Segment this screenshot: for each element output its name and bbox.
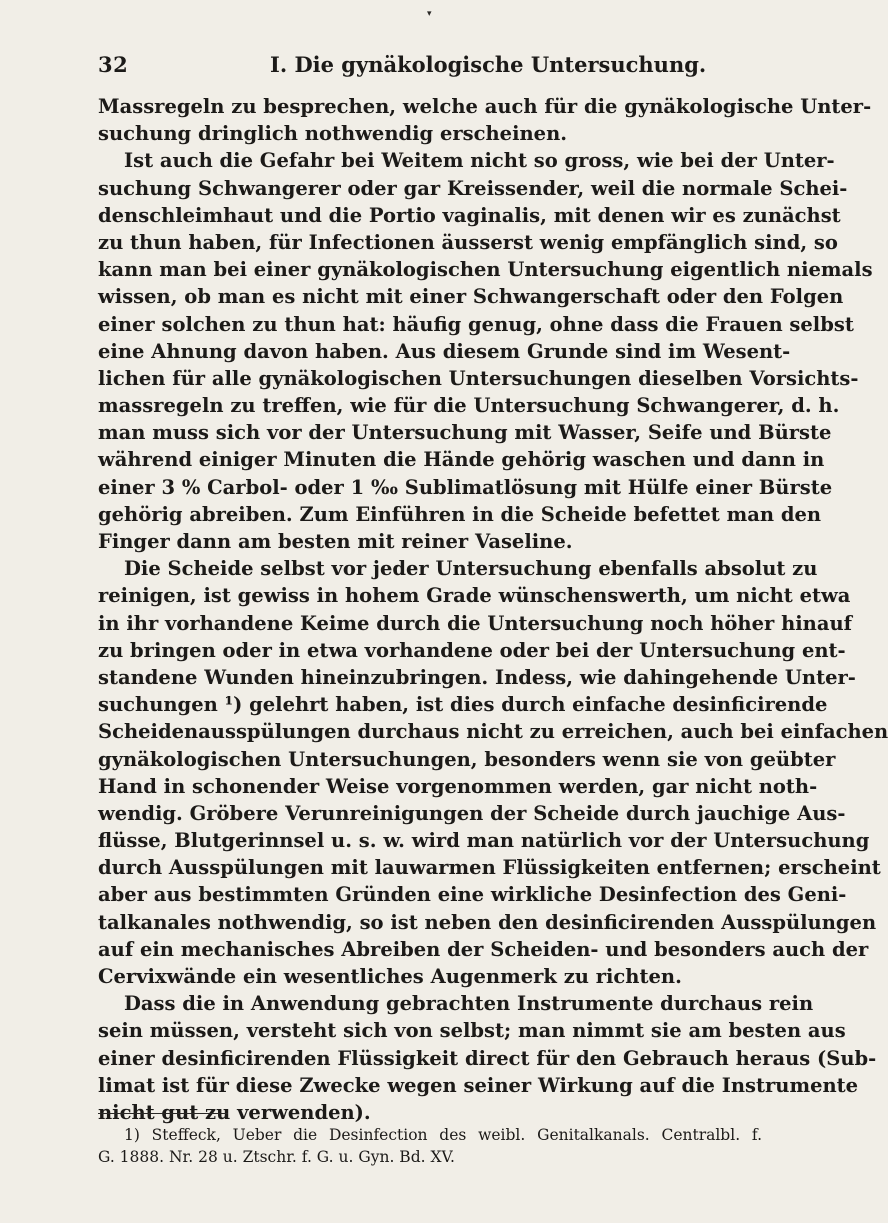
text-line: kann man bei einer gynäkologischen Untersuchung eigentlich niemals [98, 258, 873, 282]
text-line: flüsse, Blutgerinnsel u. s. w. wird man natürlich vor der Untersuchung [98, 829, 870, 853]
text-line: talkanales nothwendig, so ist neben den desinficirenden Ausspülungen [98, 910, 877, 934]
text-line: nicht gut zu verwenden). [98, 1100, 371, 1124]
text-line: Dass die in Anwendung gebrachten Instrumente durchaus rein [124, 992, 814, 1016]
text-line: gehörig abreiben. Zum Einführen in die Scheide befettet man den [98, 502, 822, 526]
text-line: denschleimhaut und die Portio vaginalis, mit denen wir es zunächst [98, 203, 841, 227]
text-line: während einiger Minuten die Hände gehörig waschen und dann in [98, 448, 825, 472]
footnotes [98, 1124, 762, 1168]
text-line: suchung dringlich nothwendig erscheinen. [98, 122, 568, 146]
text-line: Cervixwände ein wesentliches Augenmerk zu richten. [98, 965, 682, 988]
text-line: zu thun haben, für Infectionen äusserst wenig empfänglich sind, so [98, 230, 838, 254]
text-line: Die Scheide selbst vor jeder Untersuchung ebenfalls absolut zu [124, 557, 818, 581]
text-line: suchung Schwangerer oder gar Kreissender, weil die normale Schei- [98, 176, 848, 200]
text-line: zu bringen oder in etwa vorhandene oder bei der Untersuchung ent- [98, 638, 846, 662]
text-line: wendig. Gröbere Verunreinigungen der Scheide durch jauchige Aus- [98, 801, 846, 825]
text-line: Scheidenausspülungen durchaus nicht zu erreichen, auch bei einfachen [98, 720, 888, 744]
text-line: Hand in schonender Weise vorgenommen werden, gar nicht noth- [98, 774, 818, 798]
text-line: limat ist für diese Zwecke wegen seiner Wirkung auf die Instrumente [98, 1073, 859, 1097]
text-line: einer 3 % Carbol- oder 1 ‰ Sublimatlösung mit Hülfe einer Bürste [98, 475, 833, 499]
page-number: 32 [98, 52, 129, 77]
text-line: sein müssen, versteht sich von selbst; man nimmt sie am besten aus [98, 1019, 846, 1043]
text-line: Finger dann am besten mit reiner Vaseline. [98, 530, 573, 553]
footnote-line: 1) Steffeck, Ueber die Desinfection des weibl. Genitalkanals. Centralbl. f. [124, 1126, 762, 1144]
text-line: gynäkologischen Untersuchungen, besonders wenn sie von geübter [98, 747, 836, 771]
footnote-divider [98, 1113, 228, 1114]
text-line: einer solchen zu thun hat: häufig genug, ohne dass die Frauen selbst [98, 312, 854, 336]
text-line: Massregeln zu besprechen, welche auch für die gynäkologische Unter- [98, 95, 872, 118]
text-line: reinigen, ist gewiss in hohem Grade wünschenswerth, um nicht etwa [98, 584, 851, 608]
text-line: aber aus bestimmten Gründen eine wirkliche Desinfection des Geni- [98, 883, 847, 907]
running-head [98, 52, 762, 82]
body-text [98, 93, 888, 1126]
text-line: auf ein mechanisches Abreiben der Scheiden- und besonders auch der [98, 937, 869, 961]
text-line: eine Ahnung davon haben. Aus diesem Grunde sind im Wesent- [98, 339, 791, 363]
text-line: einer desinficirenden Flüssigkeit direct für den Gebrauch heraus (Sub- [98, 1046, 877, 1070]
text-line: durch Ausspülungen mit lauwarmen Flüssigkeiten entfernen; erscheint [98, 856, 881, 880]
text-line: massregeln zu treffen, wie für die Untersuchung Schwangerer, d. h. [98, 394, 840, 418]
footnote-line: G. 1888. Nr. 28 u. Ztschr. f. G. u. Gyn. Bd. XV. [98, 1148, 455, 1166]
chapter-title: I. Die gynäkologische Untersuchung. [270, 52, 707, 77]
text-line: wissen, ob man es nicht mit einer Schwangerschaft oder den Folgen [98, 285, 844, 309]
text-line: Ist auch die Gefahr bei Weitem nicht so gross, wie bei der Unter- [124, 149, 835, 173]
text-line: lichen für alle gynäkologischen Untersuchungen dieselben Vorsichts- [98, 366, 859, 390]
text-line: in ihr vorhandene Keime durch die Untersuchung noch höher hinauf [98, 611, 853, 635]
text-line: suchungen ¹) gelehrt haben, ist dies durch einfache desinficirende [98, 693, 828, 717]
text-line: standene Wunden hineinzubringen. Indess, wie dahingehende Unter- [98, 665, 856, 689]
text-line: man muss sich vor der Untersuchung mit Wasser, Seife und Bürste [98, 421, 832, 445]
margin-mark: ▾ [427, 9, 432, 19]
